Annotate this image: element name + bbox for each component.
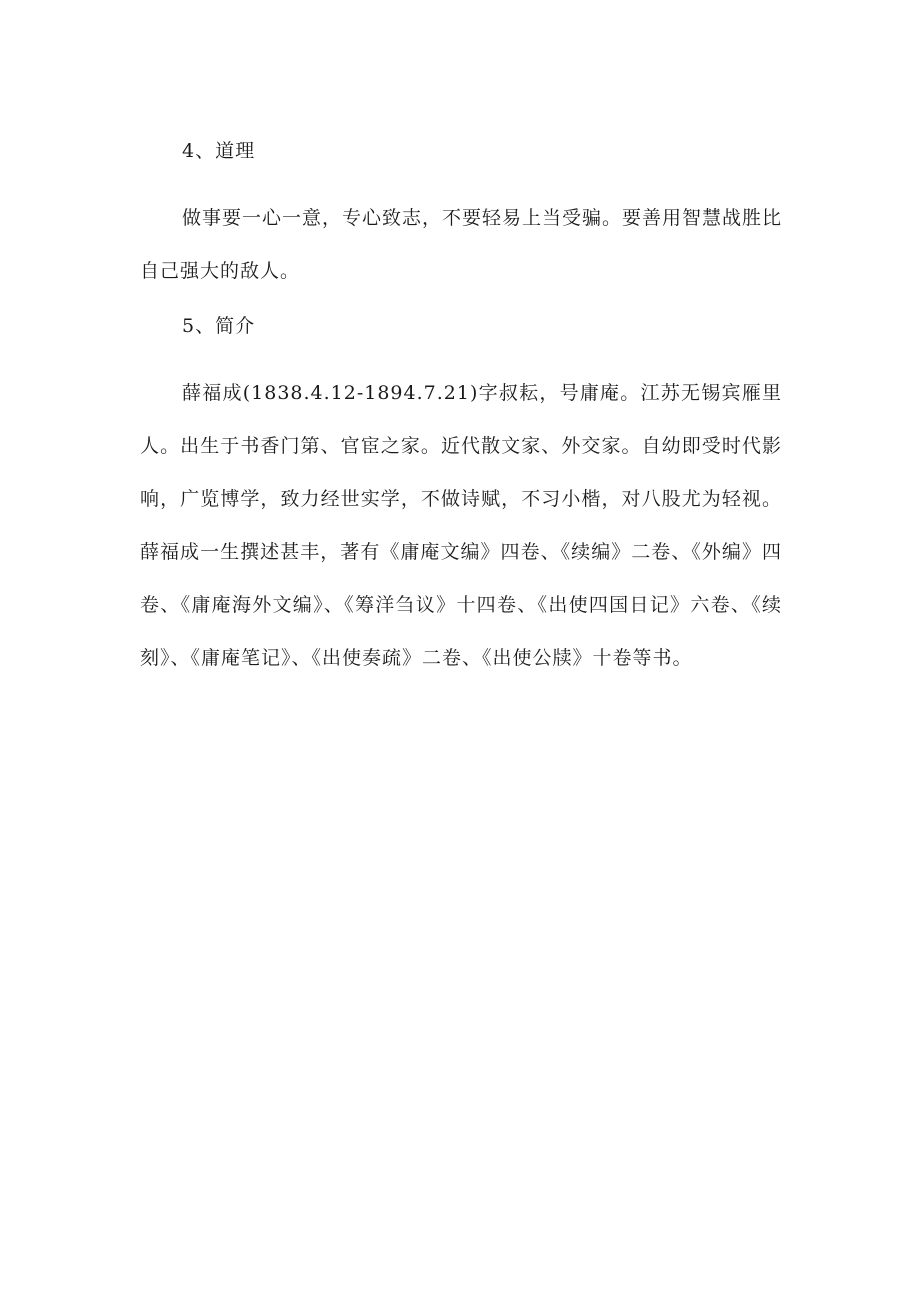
section-paragraph-intro: 薛福成(1838.4.12-1894.7.21)字叔耘，号庸庵。江苏无锡宾雁里人。出生于书香门第、官宦之家。近代散文家、外交家。自幼即受时代影响，广览博学，致力经世实学，不做诗赋，不习小楷，对八股尤为轻视。薛福成一生撰述甚丰，著有《庸庵文编》四卷、《续编》二卷、《外编》四卷、《庸庵海外文编》、《筹洋刍议》十四卷、《出使四国日记》六卷、《续刻》、《庸庵笔记》、《出使奏疏》二卷、《出使公牍》十卷等书。 — [140, 382, 782, 669]
document-body — [140, 132, 782, 694]
section-paragraph-moral: 做事要一心一意，专心致志，不要轻易上当受骗。要善用智慧战胜比自己强大的敌人。 — [140, 207, 783, 282]
section-heading-moral: 4、道理 — [182, 140, 256, 162]
section-heading-intro: 5、简介 — [182, 315, 256, 337]
